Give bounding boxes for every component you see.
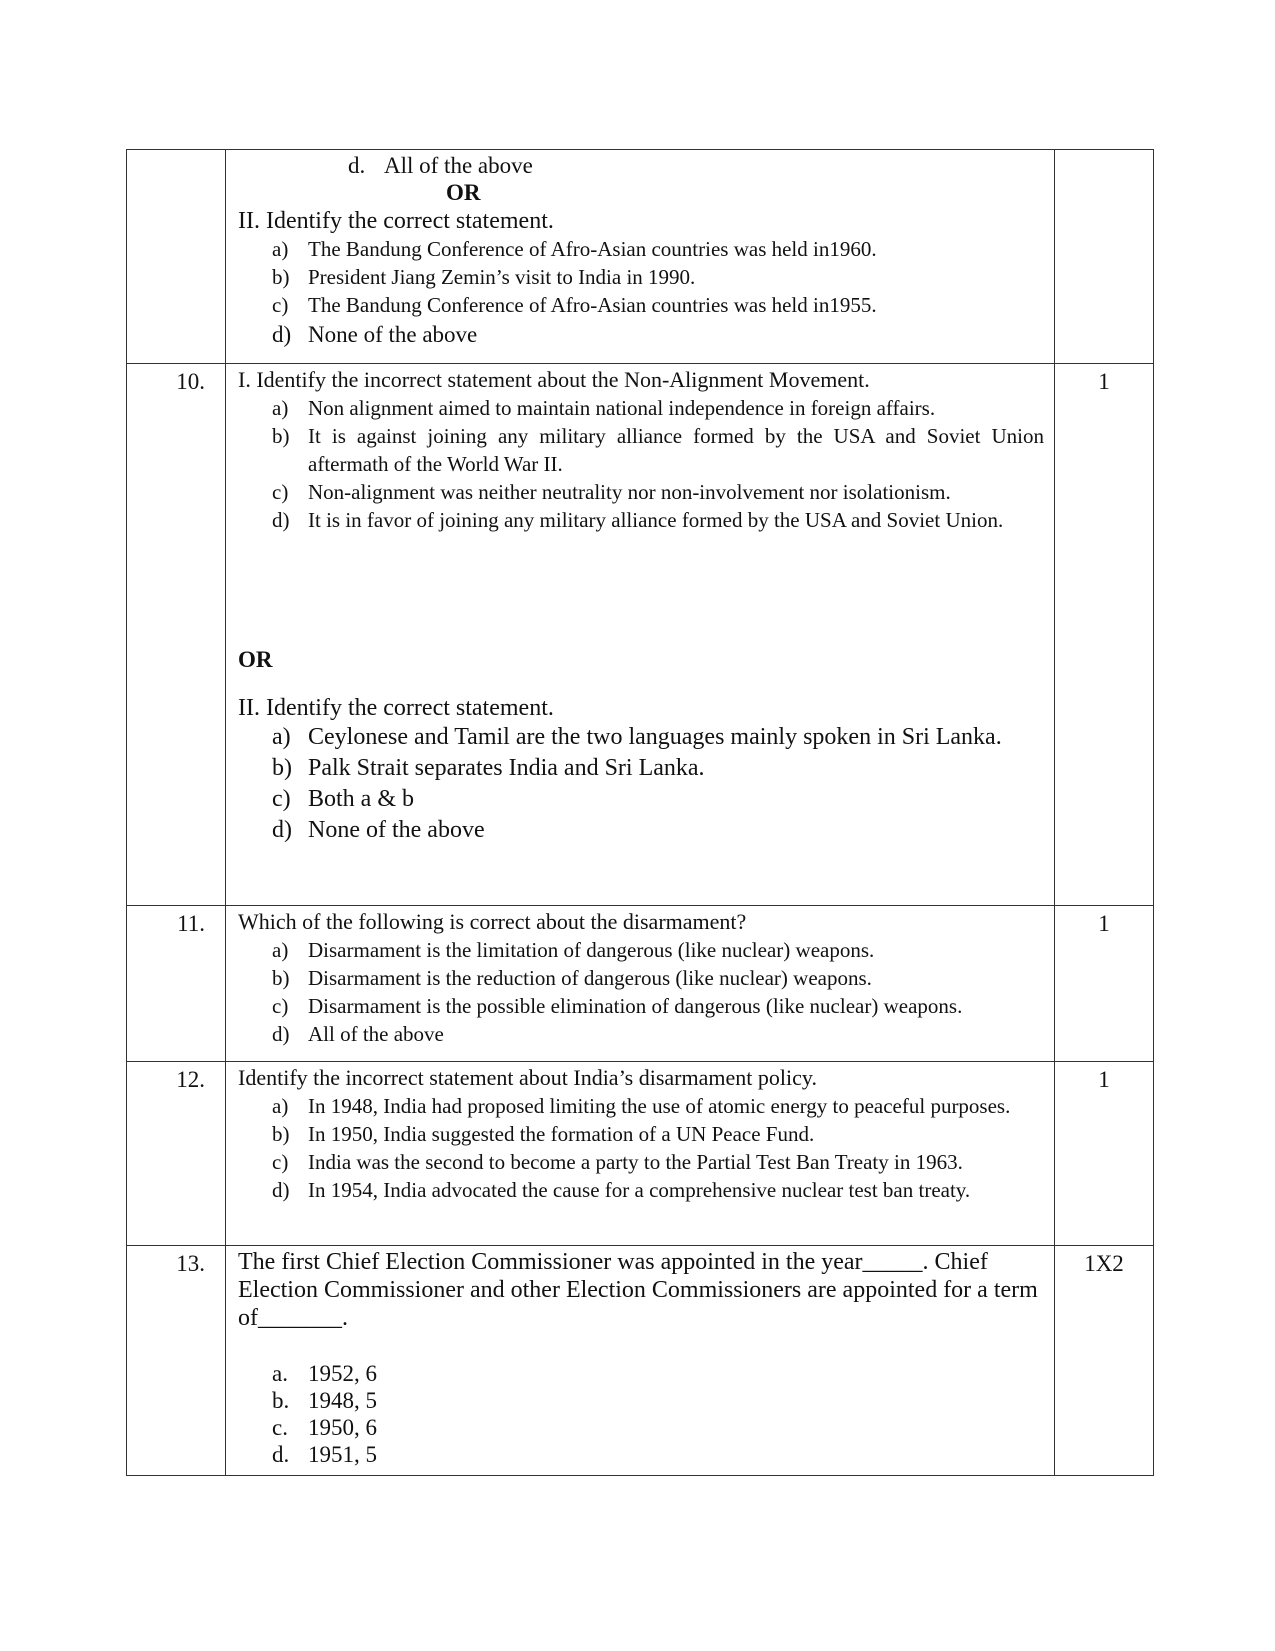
option-item [238, 394, 1044, 422]
question-marks: 1X2 [1055, 1246, 1154, 1476]
option-item [238, 1441, 1044, 1468]
option-item [238, 506, 1044, 534]
spacer [238, 1332, 1044, 1360]
option-item [238, 1387, 1044, 1414]
option-item [238, 1092, 1044, 1120]
option-label: d. [348, 153, 366, 178]
option-item [238, 1360, 1044, 1387]
option-item [238, 1020, 1044, 1048]
question-stem: I. Identify the incorrect statement about the Non-Alignment Movement. [238, 367, 870, 392]
option-item [238, 1148, 1044, 1176]
option-item [238, 422, 1044, 478]
option-text: None of the above [308, 322, 478, 347]
option-text: All of the above [308, 1022, 444, 1046]
option-text: None of the above [308, 817, 485, 843]
option-label: d) [272, 1178, 290, 1202]
option-label: c) [272, 786, 291, 812]
question-number: 12. [127, 1062, 226, 1246]
option-item [238, 992, 1044, 1020]
option-label: b) [272, 265, 290, 289]
option-text: Disarmament is the possible elimination of dangerous (like nuclear) weapons. [308, 994, 963, 1018]
question-marks: 1 [1055, 1062, 1154, 1246]
option-item [238, 152, 1044, 179]
option-label: a. [272, 1361, 288, 1386]
option-item [238, 815, 1044, 846]
or-separator: OR [446, 180, 481, 205]
option-text: Palk Strait separates India and Sri Lanka. [308, 755, 705, 781]
question-number: 10. [127, 364, 226, 906]
option-item [238, 263, 1044, 291]
question-cell [226, 364, 1055, 906]
option-label: c) [272, 1150, 289, 1174]
option-text: 1948, 5 [308, 1388, 377, 1413]
question-cell [226, 150, 1055, 364]
question-stem: The first Chief Election Commissioner was appointed in the year_____. Chief Election Commissioner and other Election Commissioners are appointed for a term of_______. [238, 1249, 1038, 1331]
or-separator: OR [238, 647, 273, 672]
option-text: 1951, 5 [308, 1442, 377, 1467]
option-item [238, 753, 1044, 784]
option-item [238, 722, 1044, 753]
question-stem: II. Identify the correct statement. [238, 695, 554, 721]
question-marks: 1 [1055, 906, 1154, 1062]
option-item [238, 1176, 1044, 1204]
option-item [238, 964, 1044, 992]
spacer [238, 534, 1044, 646]
option-text: Both a & b [308, 786, 414, 812]
option-item [238, 936, 1044, 964]
option-label: d) [272, 817, 292, 843]
option-item [238, 784, 1044, 815]
option-label: a) [272, 396, 289, 420]
option-label: b) [272, 966, 290, 990]
option-item [238, 478, 1044, 506]
option-label: d) [272, 1022, 290, 1046]
option-label: b) [272, 424, 290, 448]
option-text: Non alignment aimed to maintain national independence in foreign affairs. [308, 396, 936, 420]
question-number: 11. [127, 906, 226, 1062]
table-row [127, 1062, 1154, 1246]
question-stem: Which of the following is correct about the disarmament? [238, 909, 747, 934]
question-cell [226, 906, 1055, 1062]
question-cell [226, 1246, 1055, 1476]
table-row [127, 364, 1154, 906]
option-text: In 1950, India suggested the formation of a UN Peace Fund. [308, 1122, 815, 1146]
option-text: In 1954, India advocated the cause for a comprehensive nuclear test ban treaty. [308, 1178, 971, 1202]
option-label: d. [272, 1442, 290, 1467]
option-text: 1950, 6 [308, 1415, 377, 1440]
option-text: Disarmament is the limitation of dangerous (like nuclear) weapons. [308, 938, 875, 962]
question-marks [1055, 150, 1154, 364]
option-text: President Jiang Zemin’s visit to India in 1990. [308, 265, 696, 289]
option-text: Ceylonese and Tamil are the two languages mainly spoken in Sri Lanka. [308, 724, 1002, 750]
option-text: The Bandung Conference of Afro-Asian countries was held in1960. [308, 237, 877, 261]
option-label: b. [272, 1388, 290, 1413]
option-text: 1952, 6 [308, 1361, 377, 1386]
option-text: The Bandung Conference of Afro-Asian countries was held in1955. [308, 293, 877, 317]
question-number [127, 150, 226, 364]
option-text: India was the second to become a party to the Partial Test Ban Treaty in 1963. [308, 1150, 963, 1174]
option-label: a) [272, 938, 289, 962]
option-label: c) [272, 480, 289, 504]
table-row [127, 150, 1154, 364]
question-stem: II. Identify the correct statement. [238, 208, 554, 234]
option-item [238, 1414, 1044, 1441]
question-stem: Identify the incorrect statement about India’s disarmament policy. [238, 1065, 817, 1090]
option-label: c) [272, 994, 289, 1018]
option-text: In 1948, India had proposed limiting the use of atomic energy to peaceful purposes. [308, 1094, 1011, 1118]
option-item [238, 319, 1044, 350]
question-number: 13. [127, 1246, 226, 1476]
table-row [127, 1246, 1154, 1476]
question-table [126, 149, 1154, 1476]
option-text: All of the above [384, 153, 533, 178]
option-item [238, 1120, 1044, 1148]
option-label: d) [272, 508, 290, 532]
option-label: c. [272, 1415, 288, 1440]
option-text: Disarmament is the reduction of dangerous (like nuclear) weapons. [308, 966, 872, 990]
option-text: Non-alignment was neither neutrality nor non-involvement nor isolationism. [308, 480, 951, 504]
question-cell [226, 1062, 1055, 1246]
option-label: b) [272, 1122, 290, 1146]
table-row [127, 906, 1154, 1062]
option-text: It is against joining any military alliance formed by the USA and Soviet Union aftermath of the World War II. [308, 424, 1044, 476]
option-label: b) [272, 755, 292, 781]
option-text: It is in favor of joining any military alliance formed by the USA and Soviet Union. [308, 508, 1004, 532]
option-label: d) [272, 322, 292, 347]
option-label: a) [272, 724, 291, 750]
option-label: c) [272, 293, 289, 317]
spacer [238, 674, 1044, 694]
option-label: a) [272, 237, 289, 261]
option-item [238, 235, 1044, 263]
option-label: a) [272, 1094, 289, 1118]
question-marks: 1 [1055, 364, 1154, 906]
option-item [238, 291, 1044, 319]
